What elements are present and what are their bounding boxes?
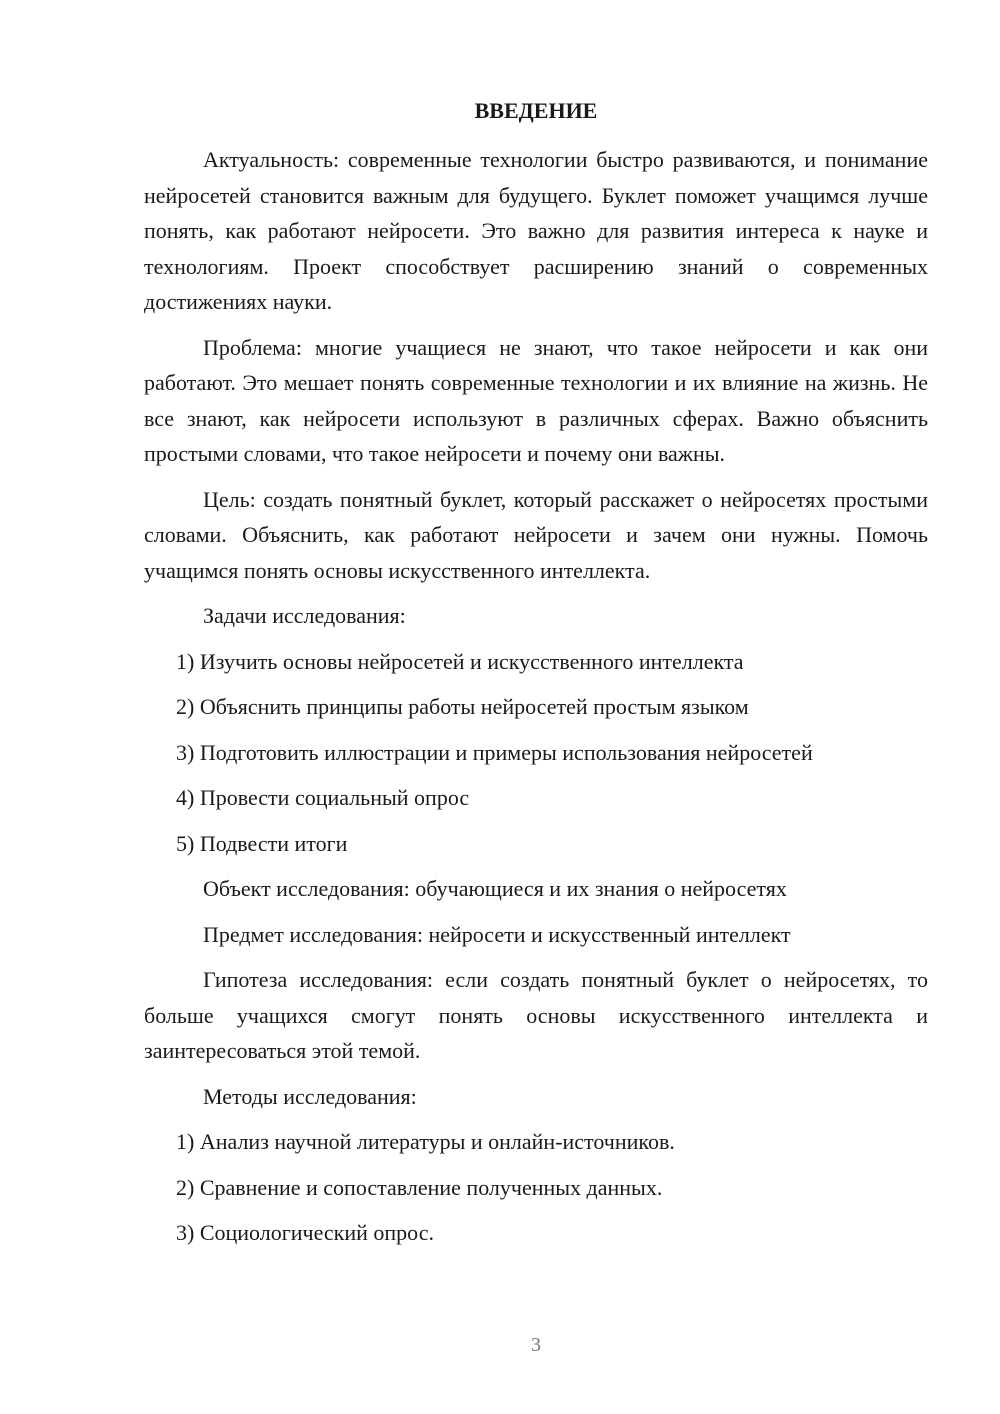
research-object: Объект исследования: обучающиеся и их знания о нейросетях — [203, 876, 787, 901]
page-title: ВВЕДЕНИЕ — [474, 98, 598, 123]
task-item: 2) Объяснить принципы работы нейросетей простым языком — [176, 694, 749, 719]
method-item: 3) Социологический опрос. — [176, 1220, 434, 1245]
tasks-heading: Задачи исследования: — [203, 603, 406, 628]
methods-heading: Методы исследования: — [203, 1083, 417, 1109]
task-item: 1) Изучить основы нейросетей и искусственного интеллекта — [176, 648, 744, 674]
method-item: 1) Анализ научной литературы и онлайн-источников. — [176, 1129, 675, 1154]
method-item: 2) Сравнение и сопоставление полученных данных. — [176, 1174, 663, 1200]
goal-paragraph: Цель: создать понятный буклет, который расскажет о нейросетях простыми словами. Объяснить, как работают нейросети и зачем они нужны. Помочь учащимся понять основы искусственного интеллекта. — [144, 486, 928, 583]
relevance-paragraph: Актуальность: современные технологии быстро развиваются, и понимание нейросетей становится важным для будущего. Буклет поможет учащимся лучше понять, как работают нейросети. Это важно для развития интереса к науке и технологиям. Проект способствует расширению знаний о современных достижениях науки. — [144, 147, 928, 314]
task-item: 5) Подвести итоги — [176, 830, 348, 856]
task-item: 4) Провести социальный опрос — [176, 785, 470, 810]
research-subject: Предмет исследования: нейросети и искусственный интеллект — [203, 921, 791, 947]
page-content — [144, 142, 928, 1261]
page-number: 3 — [531, 1334, 541, 1356]
task-item: 3) Подготовить иллюстрации и примеры использования нейросетей — [176, 739, 813, 765]
hypothesis-paragraph: Гипотеза исследования: если создать понятный буклет о нейросетях, то больше учащихся смогут понять основы искусственного интеллекта и заинтересоваться этой темой. — [144, 967, 928, 1063]
problem-paragraph: Проблема: многие учащиеся не знают, что такое нейросети и как они работают. Это мешает понять современные технологии и их влияние на жизнь. Не все знают, как нейросети используют в различных сферах. Важно объяснить простыми словами, что такое нейросети и почему они важны. — [144, 334, 928, 466]
